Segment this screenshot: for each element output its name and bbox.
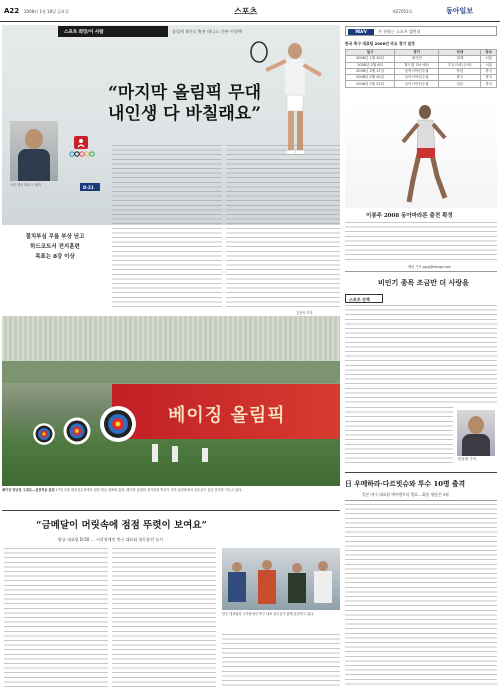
table-row: 2008년 2월 20일 동아시아선수권 중국 중국: [346, 75, 497, 81]
target-icon: [32, 422, 56, 446]
subdeck-line: 하드코트서 전지훈련: [30, 244, 80, 250]
subdeck-line: 목표는 8강 이상: [35, 254, 75, 260]
bottom-photo: [222, 548, 340, 610]
archery-caption: [2, 488, 340, 508]
olympic-emblem: [66, 135, 96, 169]
bottom-right-headline: 日 우메하라·다르빗슈와 투수 10명 출격: [345, 480, 466, 488]
column-body-cont: [345, 407, 453, 467]
schedule-table: [345, 49, 497, 88]
columnist-caption: 한동원 기자: [458, 457, 477, 461]
masthead: [0, 0, 500, 22]
photo-credit: 사진 제공 테니스 협회: [10, 183, 41, 187]
feature-headline-2: 내인생 다 바칠래요”: [108, 104, 261, 124]
dday-badge: D-21: [80, 183, 100, 191]
schedule-header-cell: 경기: [395, 50, 439, 56]
feature-deck: 올림픽 4연속 출전 테니스 간판 이형택: [172, 29, 242, 34]
table-row: 2008년 2월 6일 월드컵 3차 예선 투르크메니스탄 서울: [346, 62, 497, 68]
bottom-left-body-col-3: [222, 634, 340, 688]
divider: [2, 510, 340, 511]
archer: [202, 448, 208, 462]
bottom-photo-caption: 양궁 대표팀과 시각장애인 축구 대표 선수들이 함께 훈련하고 있다.: [222, 612, 315, 616]
trees: [2, 361, 340, 383]
feature-byline: 김종석 기자: [296, 311, 313, 315]
feature-headline-1: “마지막 올림픽 무대: [108, 83, 261, 103]
ad-banner: [345, 26, 497, 36]
ad-tagline: 가 전하는 스포츠 캘린더: [378, 29, 421, 34]
page-number: A22: [4, 7, 20, 15]
right-story-body: [345, 222, 497, 262]
bottom-right-body: [345, 504, 497, 688]
issue-date: 2008년 1월 18일 금요일: [24, 8, 69, 14]
inset-portrait: [10, 121, 58, 181]
edition-number: 제27053호: [392, 8, 413, 14]
divider: [345, 500, 497, 501]
divider: [345, 472, 497, 473]
archer: [172, 446, 178, 462]
schedule-title: 한국 축구 대표팀 2008년 주요 경기 일정: [345, 41, 415, 46]
beijing-logo-icon: [66, 135, 96, 157]
column-headline: 비인기 종목 조금만 더 사랑을: [378, 278, 469, 287]
runner-figure: [385, 102, 455, 206]
bottom-left-body-col-2: [112, 548, 216, 688]
bottom-left-headline: “금메달이 머릿속에 점점 뚜렷이 보여요”: [36, 520, 207, 531]
target-icon: [98, 404, 138, 444]
table-row: 2008년 2월 17일 동아시아선수권 북한 중국: [346, 68, 497, 74]
right-story-headline: 이봉주 2008 동아마라톤 출전 확정: [366, 213, 453, 219]
section-title: 스포츠: [234, 7, 258, 16]
schedule-header-cell: 장소: [481, 50, 497, 56]
feature-kicker-bar: [58, 26, 168, 37]
feature-kicker: 스포츠 희망/이 사람: [64, 30, 104, 35]
schedule-box: [345, 41, 497, 95]
stand-sign-text: 베이징 올림픽: [168, 405, 286, 426]
bottom-right-deck: 일본 야구 대표팀 예비엔트리 발표…최종 명단은 3월: [362, 492, 449, 497]
divider: [345, 271, 497, 272]
ad-brand: PAVV: [348, 29, 374, 35]
archery-photo: [2, 316, 340, 486]
stand-banner: [112, 384, 340, 439]
columnist-photo: [457, 410, 495, 456]
bottom-left-deck: 양궁 대표팀 D-50 … 시각장애인 축구 대표와 합동훈련 실시: [58, 537, 163, 542]
right-story-byline: 배영 기자 ygyg@donga.com: [408, 265, 452, 269]
archer: [152, 444, 158, 462]
subdeck-line: 절치부심 무릎 부상 딛고: [25, 234, 85, 240]
table-row: 2008년 2월 23일 동아시아선수권 일본 중국: [346, 81, 497, 87]
feature-body-col-2: [226, 145, 340, 307]
target-icon: [62, 416, 92, 446]
brand-logo: 동아일보: [446, 7, 474, 15]
archery-caption-body: 17일 서울 태릉선수촌에서 열린 양궁 대표팀 훈련. 베이징 올림픽 경기장과 똑같이 꾸민 훈련장에서 선수들이 실전 감각을 키우고 있다.: [55, 488, 243, 492]
archery-caption-title: 베이징 양궁장 그대로…실전적응 훈련: [2, 488, 55, 492]
feature-body-col-1: [112, 145, 222, 307]
schedule-header-cell: 일시: [346, 50, 395, 56]
schedule-header-cell: 상대: [439, 50, 481, 56]
runner-photo: [345, 100, 497, 208]
table-row: 2008년 1월 30일 평가전 칠레 서울: [346, 56, 497, 62]
feature-subdeck: [2, 232, 108, 262]
spectator-stand: [2, 316, 340, 361]
column-box: [345, 294, 497, 469]
column-kicker: 스포츠 산책: [349, 297, 370, 303]
bottom-left-body-col-1: [4, 548, 108, 688]
column-body: [345, 305, 497, 405]
column-kicker-box: [345, 294, 383, 303]
